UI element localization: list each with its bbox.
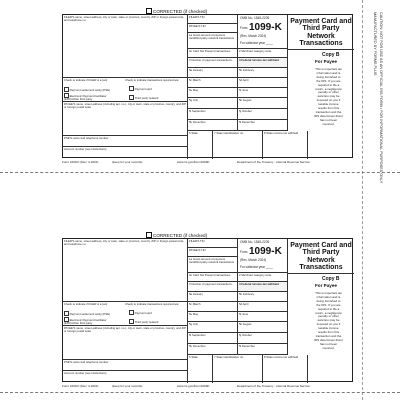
side-manufacturer-text: MANUFACTURED BY FORMS PLUS bbox=[373, 12, 377, 76]
box-5j[interactable]: 5j October bbox=[238, 333, 288, 344]
footer-keep: (keep for your records) bbox=[112, 384, 143, 388]
form-id-box: OMB No. 1545-2205 Form 1099-K (Rev. March 2024) For calendar year ____ bbox=[238, 239, 288, 273]
filer-info-box[interactable]: FILER'S name, street address, city or town, state or province, country, ZIP or foreign postal code, and telephone no. bbox=[63, 239, 188, 302]
box-5c[interactable]: 5c March bbox=[188, 302, 238, 312]
box-4[interactable]: 4 Federal income tax withheld bbox=[238, 58, 288, 68]
copy-label: Copy B bbox=[322, 52, 340, 58]
filer-info-box[interactable]: FILER'S name, street address, city or town, state or province, country, ZIP or foreign postal code, and telephone no. bbox=[63, 15, 188, 78]
box-7[interactable]: 7 State identification no. bbox=[213, 131, 263, 159]
box-5h[interactable]: 5h August bbox=[238, 98, 288, 109]
title-divider bbox=[288, 49, 354, 50]
box-5g[interactable]: 5g July bbox=[188, 322, 238, 333]
form-title: Payment Card and Third Party Network Transactions bbox=[290, 242, 352, 272]
box-5f[interactable]: 5f June bbox=[238, 312, 288, 322]
box-8[interactable]: 8 State income tax withheld bbox=[263, 355, 308, 383]
box-5g[interactable]: 5g July bbox=[188, 98, 238, 109]
account-number-box[interactable]: Account number (see instructions) bbox=[63, 371, 188, 383]
box-1b[interactable]: 1b Card Not Present transactions bbox=[188, 49, 238, 58]
box-8[interactable]: 8 State income tax withheld bbox=[263, 131, 308, 159]
epf-checkbox-row[interactable]: Electronic Payment Facilitator (EPF)/Other third party bbox=[64, 318, 107, 326]
notice-text: This is important tax information and is being furnished to the IRS. If you are required to file a return, a negligence penalty or other sanction may be imposed on you if taxable income results from this transaction and the IRS determines that it has not been reported. bbox=[314, 291, 343, 350]
pse-checkbox-row[interactable]: Payment settlement entity (PSE) bbox=[64, 87, 110, 92]
box-5b[interactable]: 5b February bbox=[238, 292, 288, 302]
payee-tin-box[interactable]: PAYEE'S TIN bbox=[188, 248, 238, 257]
box-2[interactable]: 2 Merchant category code bbox=[238, 273, 288, 282]
third-party-checkbox[interactable] bbox=[129, 319, 134, 324]
footer-form: Form 1099-K (Rev. 3-2024) bbox=[62, 160, 99, 164]
box-6[interactable]: 6 State bbox=[188, 355, 213, 383]
box-4[interactable]: 4 Federal income tax withheld bbox=[238, 282, 288, 292]
box-7[interactable]: 7 State identification no. bbox=[213, 355, 263, 383]
form-copy-top bbox=[62, 8, 353, 164]
side-caution-text: CAUTION: NOT FOR USE AS AN OFFICIAL IRS FORM • FOR INFORMATIONAL PURPOSES ONLY bbox=[379, 12, 383, 184]
box-5c[interactable]: 5c March bbox=[188, 78, 238, 88]
footer-keep: (keep for your records) bbox=[112, 160, 143, 164]
pse-checkbox[interactable] bbox=[64, 87, 69, 92]
payment-card-checkbox-row[interactable]: Payment card bbox=[129, 86, 152, 91]
form-number: 1099-K bbox=[249, 22, 282, 33]
box-2[interactable]: 2 Merchant category code bbox=[238, 49, 288, 58]
horizontal-perforation bbox=[0, 172, 400, 173]
footer-dept: Department of the Treasury - Internal Revenue Service bbox=[237, 384, 310, 388]
third-party-checkbox-row[interactable]: Third party network bbox=[129, 95, 159, 100]
payment-card-checkbox[interactable] bbox=[129, 310, 134, 315]
box-5k[interactable]: 5k November bbox=[188, 120, 238, 131]
footer-dept: Department of the Treasury - Internal Revenue Service bbox=[237, 160, 310, 164]
box-5i[interactable]: 5i September bbox=[188, 109, 238, 120]
box-5l[interactable]: 5l December bbox=[238, 120, 288, 131]
account-number-box[interactable]: Account number (see instructions) bbox=[63, 147, 188, 159]
pse-checkbox-row[interactable]: Payment settlement entity (PSE) bbox=[64, 311, 110, 316]
box-5h[interactable]: 5h August bbox=[238, 322, 288, 333]
box-1a[interactable]: 1a Gross amount of payment card/third party network transactions bbox=[188, 33, 238, 49]
box-5d[interactable]: 5d April bbox=[238, 302, 288, 312]
copy-sub: For Payee bbox=[315, 283, 337, 288]
pse-checkbox[interactable] bbox=[64, 311, 69, 316]
epf-checkbox-row[interactable]: Electronic Payment Facilitator (EPF)/Other third party bbox=[64, 94, 107, 102]
form-title: Payment Card and Third Party Network Transactions bbox=[290, 18, 352, 48]
corrected-checkbox-row[interactable]: CORRECTED (if checked) bbox=[146, 232, 207, 238]
payee-name-box[interactable]: PAYEE'S name, street address (including apt. no.), city or town, state or province, country, and ZIP or foreign postal code bbox=[63, 326, 188, 360]
box-5j[interactable]: 5j October bbox=[238, 109, 288, 120]
box-3[interactable]: 3 Number of payment transactions bbox=[188, 282, 238, 292]
box-5k[interactable]: 5k November bbox=[188, 344, 238, 355]
corrected-checkbox-row[interactable]: CORRECTED (if checked) bbox=[146, 8, 207, 14]
box-5b[interactable]: 5b February bbox=[238, 68, 288, 78]
notice-text: This is important tax information and is being furnished to the IRS. If you are required to file a return, a negligence penalty or other sanction may be imposed on you if taxable income results from this transaction and the IRS determines that it has not been reported. bbox=[314, 67, 343, 126]
filer-tin-box[interactable]: FILER'S TIN bbox=[188, 239, 238, 248]
third-party-checkbox[interactable] bbox=[129, 95, 134, 100]
payee-name-box[interactable]: PAYEE'S name, street address (including apt. no.), city or town, state or province, country, and ZIP or foreign postal code bbox=[63, 102, 188, 136]
box-5a[interactable]: 5a January bbox=[188, 292, 238, 302]
box-5e[interactable]: 5e May bbox=[188, 88, 238, 98]
payment-card-checkbox-row[interactable]: Payment card bbox=[129, 310, 152, 315]
third-party-checkbox-row[interactable]: Third party network bbox=[129, 319, 159, 324]
payee-tin-box[interactable]: PAYEE'S TIN bbox=[188, 24, 238, 33]
pse-name-box[interactable]: PSE'S name and telephone number bbox=[63, 136, 188, 147]
copy-label: Copy B bbox=[322, 276, 340, 282]
title-divider bbox=[288, 273, 354, 274]
form-copy-bottom bbox=[62, 232, 353, 388]
form-number: 1099-K bbox=[249, 246, 282, 257]
box-5d[interactable]: 5d April bbox=[238, 78, 288, 88]
box-3[interactable]: 3 Number of payment transactions bbox=[188, 58, 238, 68]
box-5i[interactable]: 5i September bbox=[188, 333, 238, 344]
box-6[interactable]: 6 State bbox=[188, 131, 213, 159]
box-5a[interactable]: 5a January bbox=[188, 68, 238, 78]
footer-url: www.irs.gov/Form1099K bbox=[177, 384, 210, 388]
box-1b[interactable]: 1b Card Not Present transactions bbox=[188, 273, 238, 282]
box-1a[interactable]: 1a Gross amount of payment card/third party network transactions bbox=[188, 257, 238, 273]
filer-tin-box[interactable]: FILER'S TIN bbox=[188, 15, 238, 24]
box-5e[interactable]: 5e May bbox=[188, 312, 238, 322]
footer-form: Form 1099-K (Rev. 3-2024) bbox=[62, 384, 99, 388]
form-id-box: OMB No. 1545-2205 Form 1099-K (Rev. March 2024) For calendar year ____ bbox=[238, 15, 288, 49]
box-5f[interactable]: 5f June bbox=[238, 88, 288, 98]
vertical-perforation bbox=[362, 0, 363, 400]
checkbox-area: Check to indicate if FILER is a (an): Check to indicate transactions reported are: Payment settlement entity (PSE) Electronic Payment Facilitator (EPF)/Other third party Payment card Third party network bbox=[63, 302, 188, 326]
checkbox-area: Check to indicate if FILER is a (an): Check to indicate transactions reported are: Payment settlement entity (PSE) Electronic Payment Facilitator (EPF)/Other third party Payment card Third party network bbox=[63, 78, 188, 102]
box-5l[interactable]: 5l December bbox=[238, 344, 288, 355]
pse-name-box[interactable]: PSE'S name and telephone number bbox=[63, 360, 188, 371]
bottom-perforation bbox=[0, 392, 400, 393]
form-grid bbox=[62, 14, 353, 158]
payment-card-checkbox[interactable] bbox=[129, 86, 134, 91]
copy-sub: For Payee bbox=[315, 59, 337, 64]
form-grid bbox=[62, 238, 353, 382]
footer-url: www.irs.gov/Form1099K bbox=[177, 160, 210, 164]
